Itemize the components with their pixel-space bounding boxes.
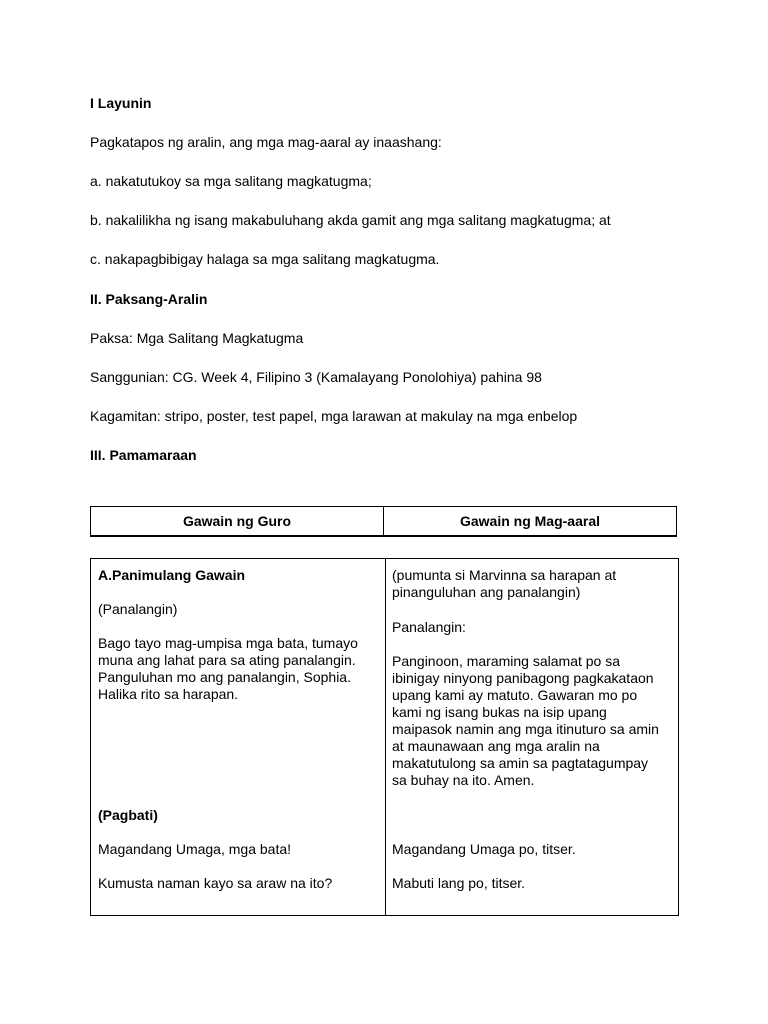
panalangin-instruction-line-1: Bago tayo mag-umpisa mga bata, tumayo <box>98 635 358 651</box>
panimulang-gawain-heading: A.Panimulang Gawain <box>98 567 246 583</box>
intro-text: Pagkatapos ng aralin, ang mga mag-aaral ay inaashang: <box>90 134 442 150</box>
header-gawain-ng-guro: Gawain ng Guro <box>182 513 292 529</box>
panalangin-instruction-line-2: muna ang lahat para sa ating panalangin. <box>98 652 356 668</box>
pamamaraan-heading: III. Pamamaraan <box>90 447 197 463</box>
panalangin-label: (Panalangin) <box>98 601 178 617</box>
student-action-line-2: pinanguluhan ang panalangin) <box>392 584 581 600</box>
student-activity-column <box>386 559 678 915</box>
paksang-aralin-heading: II. Paksang-Aralin <box>90 291 208 307</box>
objective-a: a. nakatutukoy sa mga salitang magkatugma; <box>90 173 372 189</box>
prayer-line-1: Panginoon, maraming salamat po sa <box>392 653 621 669</box>
header-gawain-ng-mag-aaral: Gawain ng Mag-aaral <box>383 507 676 535</box>
pagbati-label: (Pagbati) <box>98 807 158 823</box>
paksa-text: Paksa: Mga Salitang Magkatugma <box>90 330 304 346</box>
layunin-heading: I Layunin <box>90 95 152 111</box>
student-reply: Mabuti lang po, titser. <box>392 875 526 891</box>
teacher-greeting: Magandang Umaga, mga bata! <box>98 841 292 857</box>
prayer-line-8: sa buhay na ito. Amen. <box>392 772 535 788</box>
objective-c: c. nakapagbibigay halaga sa mga salitang magkatugma. <box>90 251 440 267</box>
panalangin-instruction-line-3: Panguluhan mo ang panalangin, Sophia. <box>98 669 351 685</box>
student-greeting-reply: Magandang Umaga po, titser. <box>392 841 576 857</box>
prayer-line-3: upang kami ay matuto. Gawaran mo po <box>392 687 638 703</box>
activity-header-table <box>90 506 677 537</box>
sanggunian-text: Sanggunian: CG. Week 4, Filipino 3 (Kamalayang Ponolohiya) pahina 98 <box>90 369 542 385</box>
prayer-line-2: ibinigay ninyong panibagong pagkakataon <box>392 670 654 686</box>
prayer-line-7: makatutulong sa amin sa pagtatagumpay <box>392 755 649 771</box>
teacher-activity-column <box>91 559 386 915</box>
kagamitan-text: Kagamitan: stripo, poster, test papel, mga larawan at makulay na mga enbelop <box>90 408 578 424</box>
prayer-line-4: kami ng isang bukas na isip upang <box>392 704 607 720</box>
objective-b: b. nakalilikha ng isang makabuluhang akda gamit ang mga salitang magkatugma; at <box>90 212 611 228</box>
activity-body-table <box>90 558 679 916</box>
student-action-line-1: (pumunta si Marvinna sa harapan at <box>392 567 617 583</box>
prayer-line-6: at maunawaan ang mga aralin na <box>392 738 600 754</box>
student-panalangin-label: Panalangin: <box>392 619 466 635</box>
panalangin-instruction-line-4: Halika rito sa harapan. <box>98 686 239 702</box>
prayer-line-5: maipasok namin ang mga itinuturo sa amin <box>392 721 659 737</box>
teacher-kumusta: Kumusta naman kayo sa araw na ito? <box>98 875 333 891</box>
